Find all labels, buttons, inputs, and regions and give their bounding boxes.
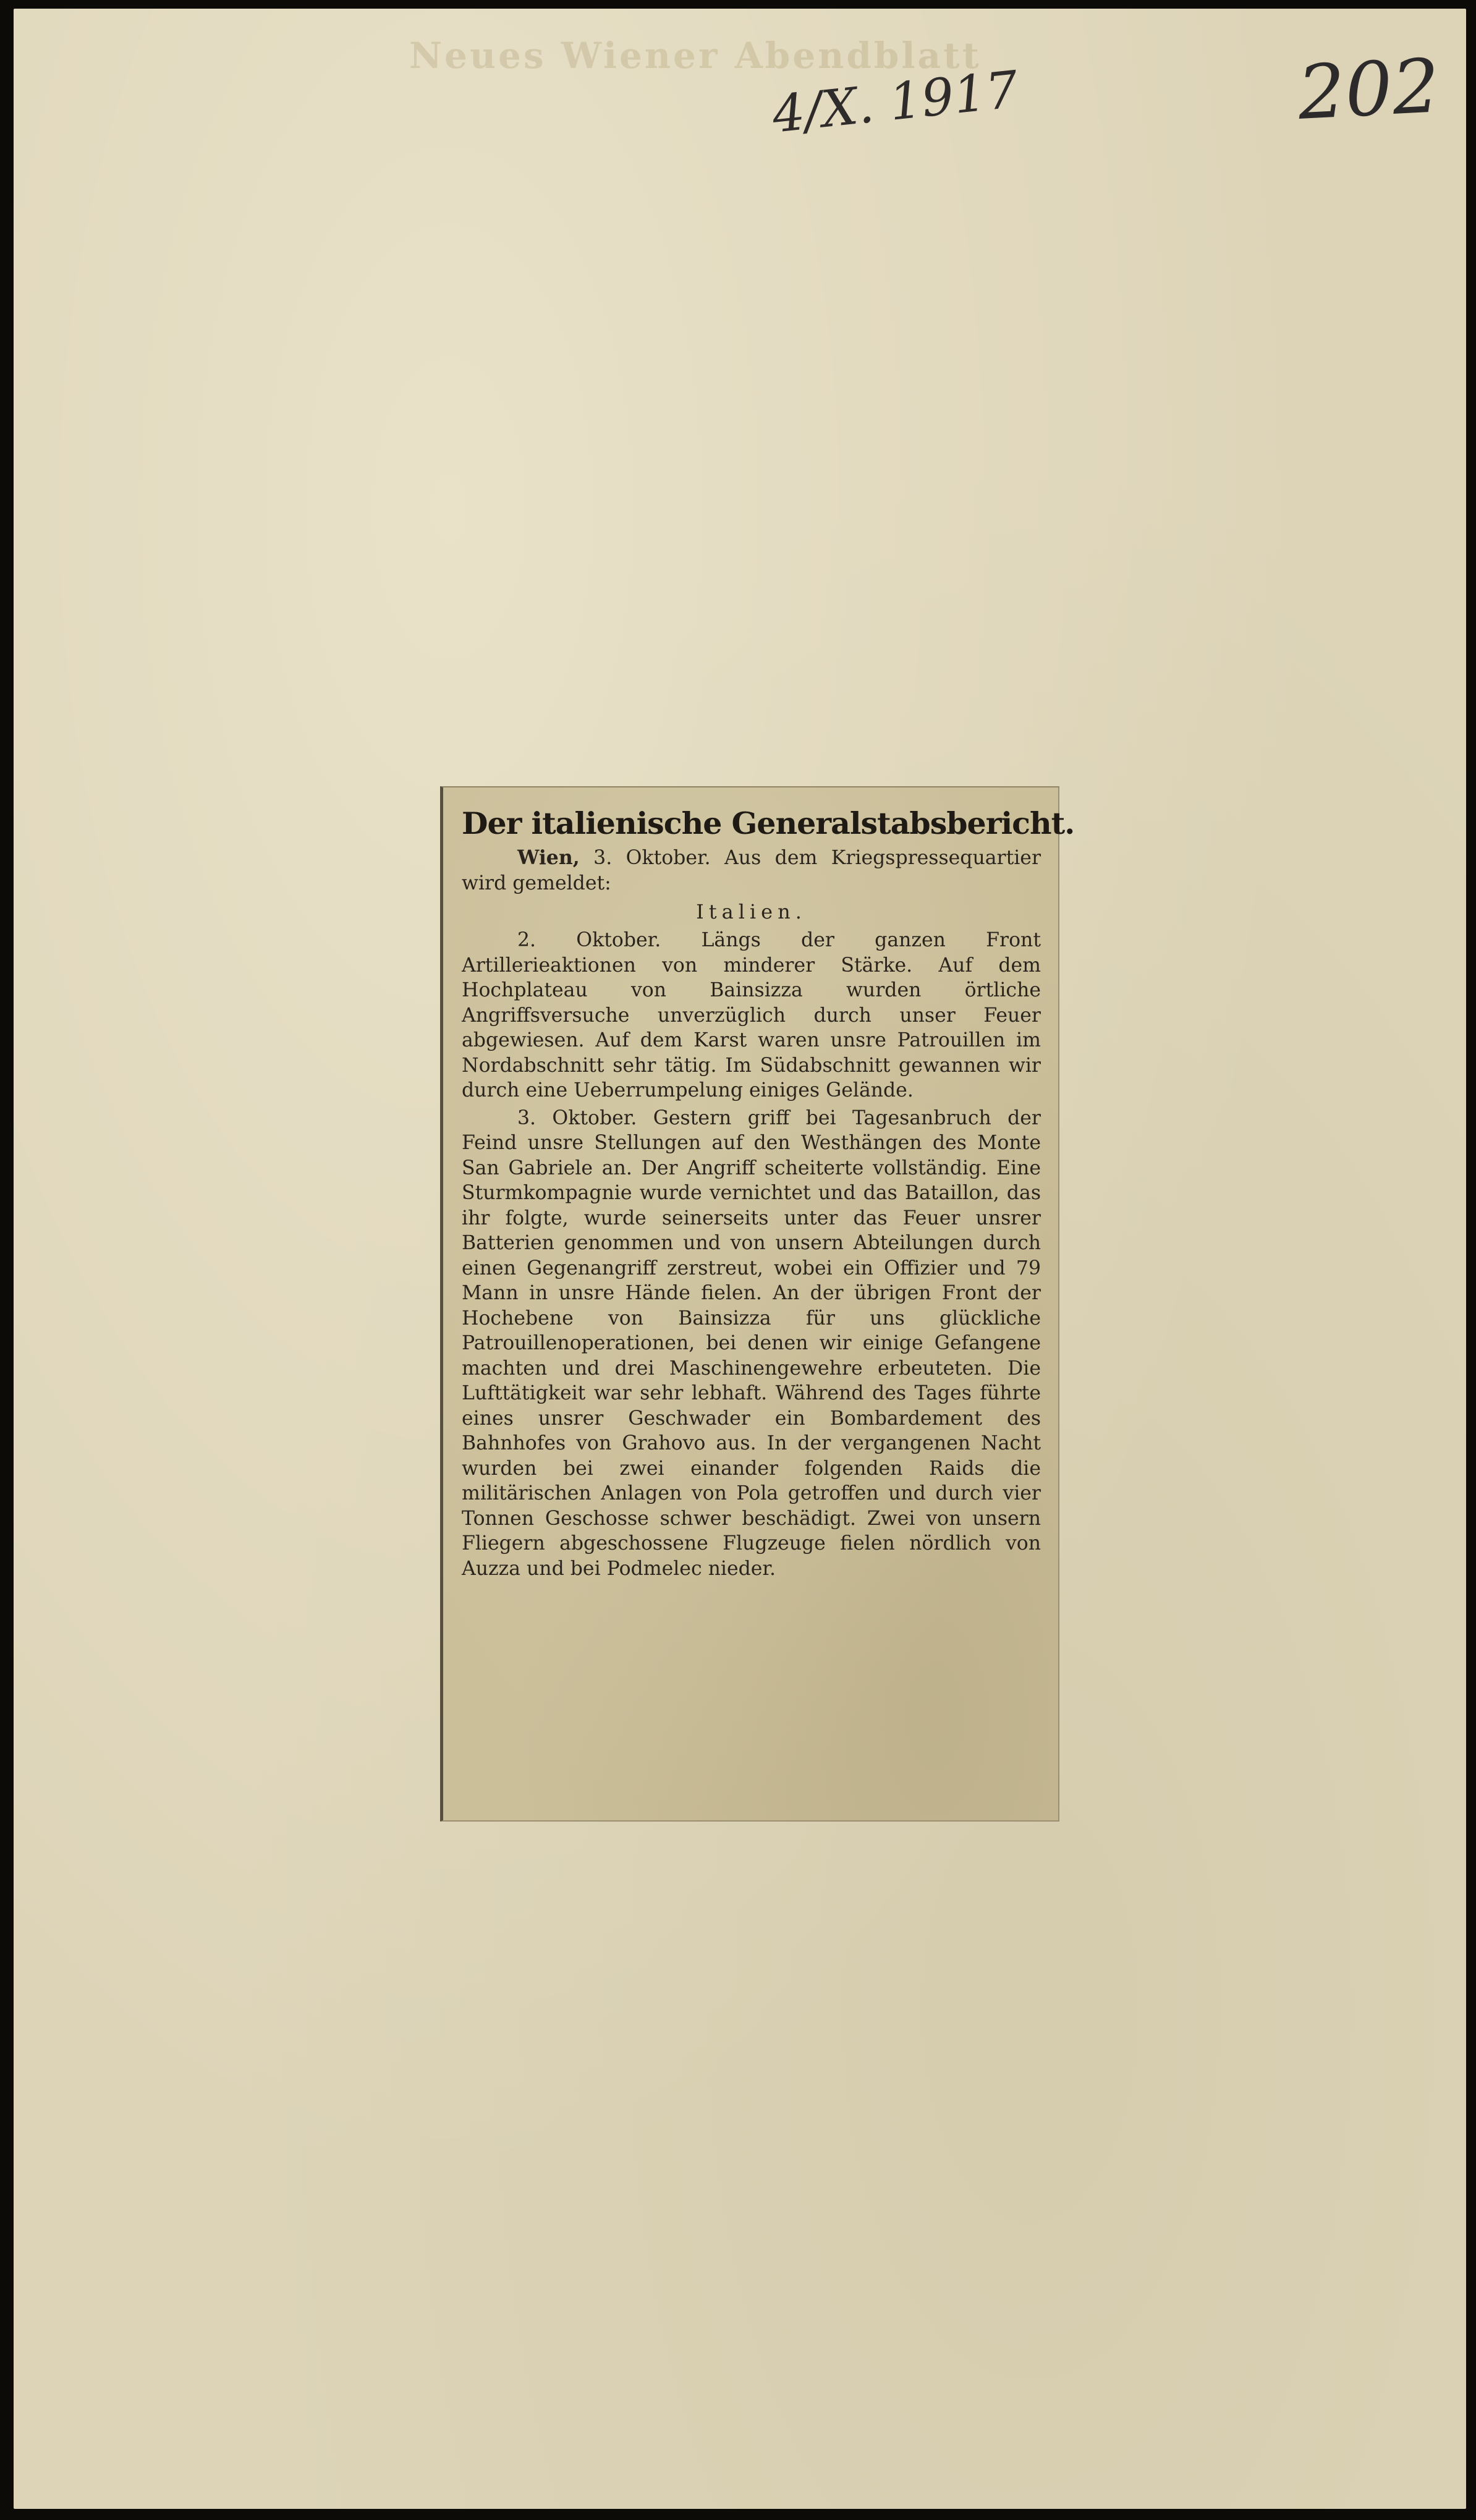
report-paragraph-oct-2: 2. Oktober. Längs der ganzen Front Artillerieaktionen von minderer Stärke. Auf dem Hochplateau von Bainsizza wurden örtliche Angriffsversuche unverzüglich durch unser Feuer abgewiesen. Auf dem Karst waren unsre Patrouillen im Nordabschnitt sehr tätig. Im Südabschnitt gewannen wir durch eine Ueberrumpelung einiges Gelände. xyxy=(462,929,1041,1102)
handwritten-date: 4/X. 1917 xyxy=(770,60,1021,145)
dateline-place: Wien, xyxy=(517,846,580,870)
section-heading: Italien. xyxy=(696,900,807,924)
report-paragraph-oct-3: 3. Oktober. Gestern griff bei Tagesanbruch der Feind unsre Stellungen auf den Westhängen des Monte San Gabriele an. Der Angriff scheiterte vollständig. Eine Sturmkompagnie wurde vernichtet und das Bataillon, das ihr folgte, wurde seinerseits unter das Feuer unsrer Batterien genommen und von unsern Abteilungen durch einen Gegenangriff zerstreut, wobei ein Offizier und 79 Mann in unsre Hände fielen. An der übrigen Front der Hochebene von Bainsizza für uns glückliche Patrouillenoperationen, bei denen wir einige Gefangene machten und drei Maschinengewehre erbeuteten. Die Lufttätigkeit war sehr lebhaft. Während des Tages führte eines unsrer Geschwader ein Bombardement des Bahnhofes von Grahovo aus. In der vergangenen Nacht wurden bei zwei einander folgenden Raids die militärischen Anlagen von Pola getroffen und durch vier Tonnen Geschosse schwer beschädigt. Zwei von unsern Fliegern abgeschossene Flugzeuge fielen nördlich von Auzza und bei Podmelec nieder. xyxy=(462,1106,1041,1580)
paper-sheet xyxy=(14,9,1466,2509)
clipping-headline: Der italienische Generalstabsbericht. xyxy=(462,805,1075,841)
newspaper-clipping xyxy=(440,786,1075,1822)
handwritten-page-number: 202 xyxy=(1296,43,1442,137)
newspaper-stamp: Neues Wiener Abendblatt xyxy=(409,35,982,77)
clipping-dateline xyxy=(462,846,1041,896)
dateline-text: 3. Oktober. Aus dem Kriegspressequartier wird gemeldet: xyxy=(462,847,1041,894)
